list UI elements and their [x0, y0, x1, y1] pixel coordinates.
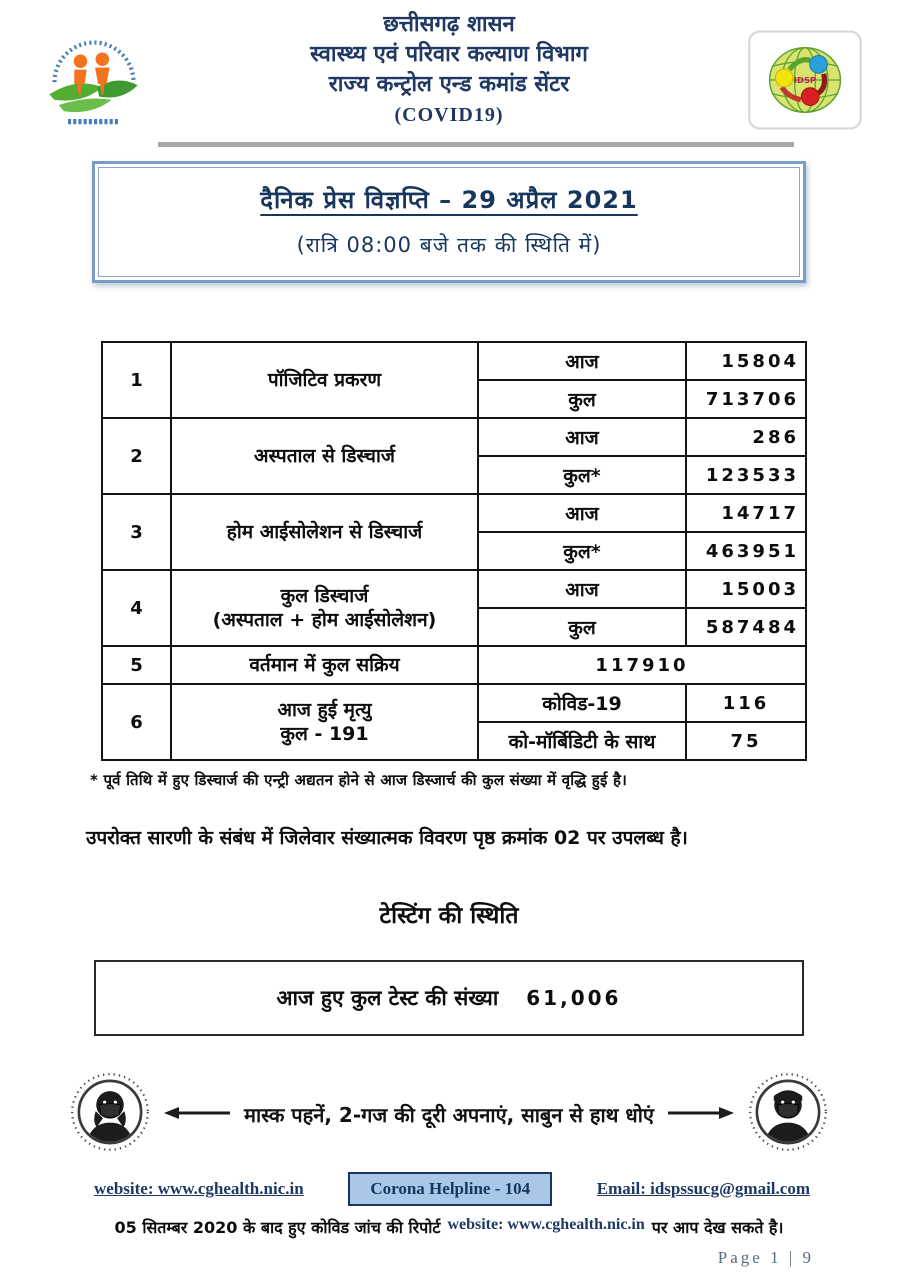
value-cell: 587484 [686, 608, 806, 646]
district-detail-note: उपरोक्त सारणी के संबंध में जिलेवार संख्यात्मक विवरण पृष्ठ क्रमांक 02 पर उपलब्ध है। [86, 827, 688, 849]
masked-woman-icon [70, 1072, 150, 1156]
header-separator [158, 142, 794, 147]
report-availability-line [0, 1216, 898, 1238]
key-cell: कुल [478, 380, 686, 418]
value-cell: 463951 [686, 532, 806, 570]
serial-cell: 2 [102, 418, 171, 494]
table-row [102, 494, 806, 532]
header-line-department: स्वास्थ्य एवं परिवार कल्याण विभाग [310, 42, 588, 67]
table-row [102, 342, 806, 380]
report-line-post: पर आप देख सकते है। [651, 1218, 784, 1237]
report-line-pre: 05 सितम्बर 2020 के बाद हुए कोविड जांच की रिपोर्ट [114, 1218, 441, 1237]
website-link[interactable]: website: www.cghealth.nic.in [94, 1179, 304, 1198]
serial-cell: 4 [102, 570, 171, 646]
key-cell: आज [478, 342, 686, 380]
value-cell: 14717 [686, 494, 806, 532]
nhm-family-leaf-logo [36, 28, 152, 136]
header-line-covid19: (COVID19) [394, 104, 504, 126]
value-cell: 286 [686, 418, 806, 456]
value-cell: 15804 [686, 342, 806, 380]
table-footnote: * पूर्व तिथि में हुए डिस्चार्ज की एन्ट्री अद्यतन होने से आज डिस्जार्च की कुल संख्या में वृद्धि हुई है। [90, 771, 628, 789]
total-tests-label: आज हुए कुल टेस्ट की संख्या [276, 986, 499, 1010]
serial-cell: 6 [102, 684, 171, 760]
label-cell: वर्तमान में कुल सक्रिय [171, 646, 478, 684]
key-cell: कुल* [478, 456, 686, 494]
value-cell: 123533 [686, 456, 806, 494]
label-cell [171, 684, 478, 760]
label-cell: होम आईसोलेशन से डिस्चार्ज [171, 494, 478, 570]
total-tests-box [94, 960, 804, 1036]
label-line2: (अस्पताल + होम आईसोलेशन) [212, 609, 437, 631]
masked-man-icon [748, 1072, 828, 1156]
header-line-center: राज्य कन्ट्रोल एन्ड कमांड सेंटर [328, 72, 570, 97]
idsp-globe-logo [746, 30, 864, 134]
key-cell: कुल* [478, 532, 686, 570]
table-row [102, 646, 806, 684]
key-cell: कोविड-19 [478, 684, 686, 722]
value-cell: 75 [686, 722, 806, 760]
left-arrow-icon [164, 1105, 230, 1124]
footer-links-row [0, 1172, 898, 1206]
value-cell: 116 [686, 684, 806, 722]
key-cell: आज [478, 494, 686, 532]
table-row [102, 418, 806, 456]
mask-advisory-banner [0, 1072, 898, 1156]
press-title-box [92, 161, 806, 283]
press-title: दैनिक प्रेस विज्ञप्ति – 29 अप्रैल 2021 [260, 186, 638, 214]
email-link[interactable]: Email: idspssucg@gmail.com [596, 1179, 810, 1198]
press-title-box-inner [98, 167, 800, 277]
value-cell: 713706 [686, 380, 806, 418]
value-cell: 15003 [686, 570, 806, 608]
serial-cell: 5 [102, 646, 171, 684]
key-cell: आज [478, 418, 686, 456]
serial-cell: 1 [102, 342, 171, 418]
testing-status-heading: टेस्टिंग की स्थिति [379, 903, 519, 929]
table-row [102, 684, 806, 722]
report-website-link[interactable]: website: www.cghealth.nic.in [447, 1216, 645, 1233]
label-cell [171, 570, 478, 646]
svg-text:IDSP: IDSP [793, 75, 817, 86]
table-row [102, 570, 806, 608]
key-cell: आज [478, 570, 686, 608]
press-subtitle: (रात्रि 08:00 बजे तक की स्थिति में) [296, 233, 602, 257]
label-cell: पॉजिटिव प्रकरण [171, 342, 478, 418]
label-line1: आज हुई मृत्यु [277, 699, 372, 721]
label-cell: अस्पताल से डिस्चार्ज [171, 418, 478, 494]
right-arrow-icon [668, 1105, 734, 1124]
page-number: Page 1 | 9 [717, 1248, 814, 1267]
mask-advisory-text: मास्क पहनें, 2-गज की दूरी अपनाएं, साबुन से हाथ धोएं [244, 1102, 654, 1127]
header-line-government: छत्तीसगढ़ शासन [383, 12, 515, 37]
label-line1: कुल डिस्चार्ज [280, 585, 369, 607]
merged-value-cell: 117910 [478, 646, 806, 684]
serial-cell: 3 [102, 494, 171, 570]
document-header [0, 0, 898, 142]
label-line2: कुल - 191 [280, 723, 369, 745]
key-cell: कुल [478, 608, 686, 646]
key-cell: को-मॉर्बिडिटी के साथ [478, 722, 686, 760]
corona-helpline-badge: Corona Helpline - 104 [348, 1172, 552, 1206]
covid-stats-table [101, 341, 807, 761]
total-tests-value: 61,006 [526, 986, 622, 1010]
